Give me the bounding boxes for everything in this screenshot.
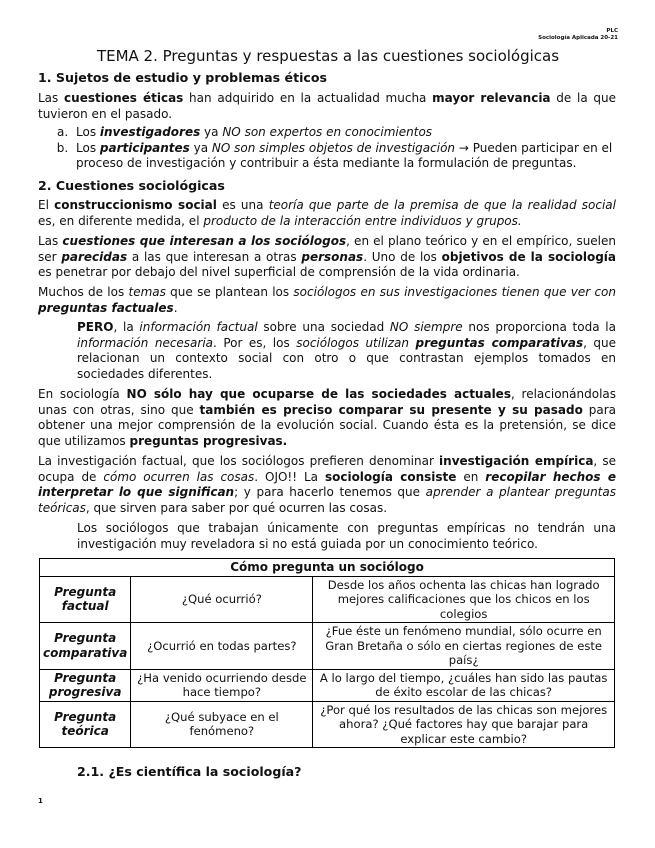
s2-paragraph-5: En sociología NO sólo hay que ocuparse de las sociedades actuales, relacionándolas unas con otras, sino que también es preciso comparar su presente y su pasado para obtener una mejor comprensión de la evolución social. Cuando ésta es la pretensión, se dice que utilizamos preguntas progresivas. <box>38 387 617 448</box>
row-label: Pregunta progresiva <box>40 669 131 701</box>
row-example: Desde los años ochenta las chicas han logrado mejores calificaciones que los chicos en los colegios <box>313 576 615 623</box>
row-example: A lo largo del tiempo, ¿cuáles han sido las pautas de éxito escolar de las chicas? <box>313 669 615 701</box>
row-label: Pregunta factual <box>40 576 131 623</box>
row-question: ¿Ha venido ocurriendo desde hace tiempo? <box>131 669 313 701</box>
section-1-heading: 1. Sujetos de estudio y problemas éticos <box>38 70 328 85</box>
list-item-a: a. Los investigadores ya NO son expertos en conocimientos <box>72 125 616 141</box>
document-title: TEMA 2. Preguntas y respuestas a las cuestiones sociológicas <box>96 47 560 65</box>
s2-paragraph-7: Los sociólogos que trabajan únicamente con preguntas empíricas no tendrán una investigación muy reveladora si no está guiada por un conocimiento teórico. <box>77 521 616 551</box>
header-course: Sociología Aplicada 20-21 <box>538 35 618 41</box>
s2-paragraph-1: El construccionismo social es una teoría que parte de la premisa de que la realidad social es, en diferente medida, el producto de la interacción entre individuos y grupos. <box>38 198 616 228</box>
section-2-1-heading: 2.1. ¿Es científica la sociología? <box>77 764 302 779</box>
s2-paragraph-6: La investigación factual, que los sociólogos prefieren denominar investigación empírica, se ocupa de cómo ocurren las cosas. OJO!! La sociología consiste en recopilar hechos e interpretar lo que significan; y para hacerlo tenemos que aprender a plantear preguntas teóricas, que sirven para saber por qué ocurren las cosas. <box>38 454 616 515</box>
row-question: ¿Ocurrió en todas partes? <box>131 623 313 670</box>
table-row <box>40 669 615 701</box>
row-example: ¿Fue éste un fenómeno mundial, sólo ocurre en Gran Bretaña o sólo en ciertas regiones de este país¿ <box>313 623 615 670</box>
row-example: ¿Por qué los resultados de las chicas son mejores ahora? ¿Qué factores hay que barajar para explicar este cambio? <box>313 701 615 748</box>
list-item-b: b. Los participantes ya NO son simples objetos de investigación → Pueden participar en el proceso de investigación y contribuir a ésta mediante la formulación de preguntas. <box>72 141 616 172</box>
row-label: Pregunta teórica <box>40 701 131 748</box>
header-initials: PLC <box>606 28 618 34</box>
table-header-row <box>40 559 615 577</box>
questions-table <box>39 558 615 748</box>
row-label: Pregunta comparativa <box>40 623 131 670</box>
section-2-heading: 2. Cuestiones sociológicas <box>38 178 225 193</box>
table-row <box>40 701 615 748</box>
s2-paragraph-3: Muchos de los temas que se plantean los sociólogos en sus investigaciones tienen que ver con preguntas factuales. <box>38 285 616 315</box>
s2-paragraph-4: PERO, la información factual sobre una sociedad NO siempre nos proporciona toda la información necesaria. Por es, los sociólogos utilizan preguntas comparativas, que relacionan un contexto social con otro o que contrastan ejemplos tomados en sociedades diferentes. <box>77 320 617 381</box>
row-question: ¿Qué ocurrió? <box>131 576 313 623</box>
s1-paragraph-1: Las cuestiones éticas han adquirido en la actualidad mucha mayor relevancia de la que tuvieron en el pasado. <box>38 91 617 121</box>
table-caption: Cómo pregunta un sociólogo <box>40 559 615 577</box>
page-number: 1 <box>38 797 43 805</box>
s2-paragraph-2: Las cuestiones que interesan a los sociólogos, en el plano teórico y en el empírico, suelen ser parecidas a las que interesan a otras personas. Uno de los objetivos de la sociología es penetrar por debajo del nivel superficial de comprensión de la vida ordinaria. <box>38 234 617 279</box>
s1-list <box>38 125 616 172</box>
table-row <box>40 623 615 670</box>
row-question: ¿Qué subyace en el fenómeno? <box>131 701 313 748</box>
page-header <box>538 28 618 42</box>
table-row <box>40 576 615 623</box>
